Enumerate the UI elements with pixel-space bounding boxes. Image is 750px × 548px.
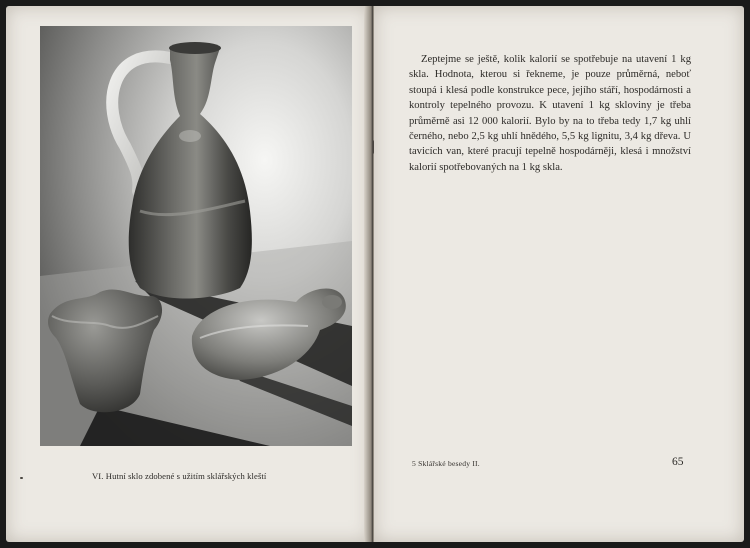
figure-caption: VI. Hutní sklo zdobené s užitím sklářských kleští bbox=[92, 471, 267, 481]
page-number: 65 bbox=[672, 456, 684, 468]
footer-signature: 5 Sklářské besedy II. bbox=[412, 459, 480, 468]
body-paragraph: Zeptejme se ještě, kolik kalorií se spotřebuje na utavení 1 kg skla. Hodnota, kterou si řekneme, je pouze průměrná, neboť stoupá i klesá podle konstrukce pece, jejího stáří, hospodárnosti a kontroly tepelného provozu. K utavení 1 kg skloviny je třeba průměrně asi 12 000 kalorií. Bylo by na to třeba tedy 1,7 kg uhlí černého, nebo 2,5 kg uhlí hnědého, 5,5 kg lignitu, 3,4 kg dřeva. U tavicích van, které pracují tepelně hospodárněji, klesá i množství kalorií spotřebovaných na 1 kg skla. bbox=[409, 54, 691, 173]
page-speck bbox=[20, 477, 23, 479]
glassware-photograph bbox=[40, 26, 352, 446]
